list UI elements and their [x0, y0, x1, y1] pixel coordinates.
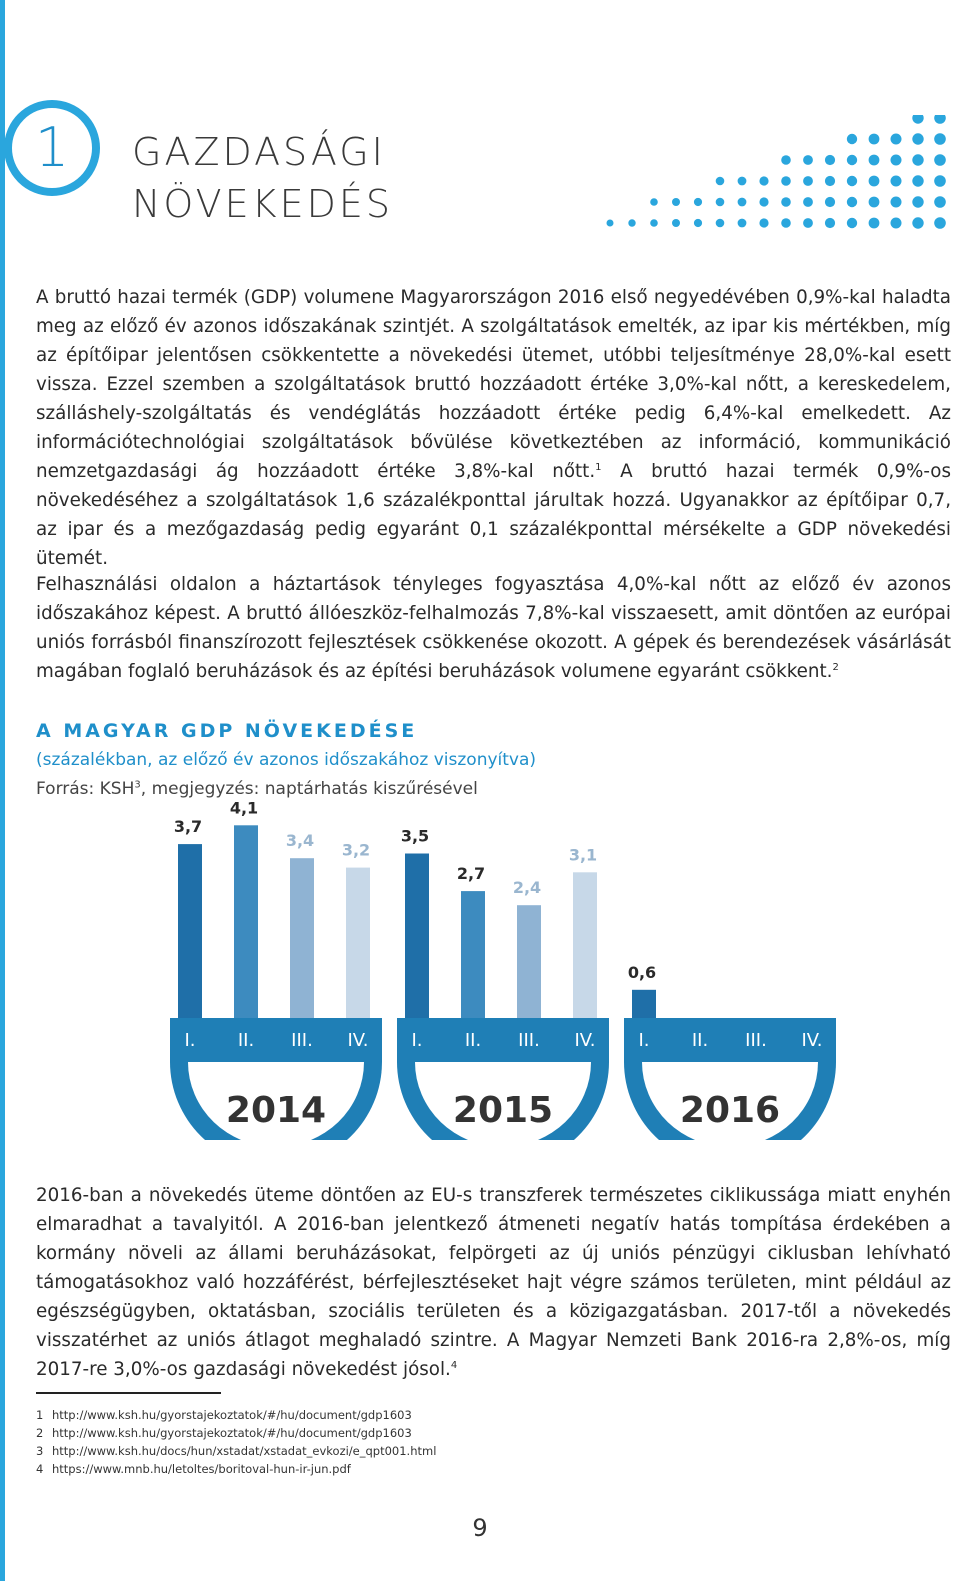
decor-dot: [759, 218, 768, 227]
data-label-2014-q2: 4,1: [229, 800, 259, 818]
quarter-label: I.: [411, 1030, 423, 1051]
decor-dot: [781, 197, 791, 207]
decor-dot: [912, 217, 923, 228]
decor-dot: [934, 133, 946, 145]
footnote-item: [36, 1424, 436, 1442]
decorative-dot-pattern: [600, 115, 960, 240]
quarter-label: IV.: [574, 1030, 596, 1051]
bar-2015-q2: [461, 891, 485, 1018]
bar-2015-q3: [517, 905, 541, 1018]
page-edge-accent-bar: [0, 0, 5, 1581]
quarter-label: III.: [291, 1030, 313, 1051]
decor-dot: [781, 155, 791, 165]
paragraph-text: 2016-ban a növekedés üteme döntően az EU-s transzferek természetes ciklikussága miatt enyhén elmaradhat a tavalyitól. A 2016-ban jelentkező átmeneti negatív hatás tompítása érdekében a kormány növeli az állami beruházásokat, felpörgeti az új uniós pénzügyi ciklusban lehívható támogatásokhoz való hozzáférést, bérfejlesztéseket hajt végre számos területen, mint például az egészségügyben, oktatásban, szociális területen és a közigazgatásban. 2017-től a növekedés visszatérhet az uniós átlagot meghaladó szintre. A Magyar Nemzeti Bank 2016-ra 2,8%-os, míg 2017-re 3,0%-os gazdasági növekedést jósol.: [36, 1185, 951, 1380]
decor-dot: [781, 176, 791, 186]
decor-dot: [738, 177, 747, 186]
footnote-item: [36, 1460, 436, 1478]
decor-dot: [716, 198, 725, 207]
decor-dot: [803, 197, 813, 207]
decor-dot: [934, 175, 946, 187]
quarter-label: II.: [237, 1030, 255, 1051]
decor-dot: [891, 197, 902, 208]
quarter-label: I.: [184, 1030, 196, 1051]
footnote-number: 4: [36, 1462, 44, 1476]
chapter-title-line-1: GAZDASÁGI: [132, 130, 386, 174]
decor-dot: [694, 198, 702, 206]
bar-2015-q1: [405, 854, 429, 1019]
data-label-2014-q1: 3,7: [173, 817, 203, 837]
decor-dot: [891, 218, 902, 229]
decor-dot: [650, 219, 658, 227]
decor-dot: [891, 155, 902, 166]
decor-dot: [650, 198, 658, 206]
footnote-number: 3: [36, 1444, 44, 1458]
decor-dot: [803, 218, 813, 228]
source-text: Forrás: KSH: [36, 779, 135, 799]
quarter-label: IV.: [347, 1030, 369, 1051]
decor-dot: [934, 154, 946, 166]
chapter-number-badge: [4, 100, 100, 196]
paragraph-text: A bruttó hazai termék 0,9%-os növekedéséhez a szolgáltatások 1,6 százalékponttal járultak hozzá. Ugyanakkor az építőipar 0,7, az ipar és a mezőgazdaság pedig egyaránt 0,1 százalékponttal mérsékelte a GDP növekedési ütemét.: [36, 461, 952, 569]
bar-2014-q4: [346, 868, 370, 1018]
paragraph-gdp-overview: [36, 283, 951, 573]
decor-dot: [891, 134, 902, 145]
paragraph-outlook: [36, 1181, 951, 1384]
footnotes-list: [36, 1406, 436, 1478]
decor-dot: [825, 176, 835, 186]
decor-dot: [847, 155, 857, 165]
decor-dot: [912, 115, 923, 124]
bar-2015-q4: [573, 872, 597, 1018]
decor-dot: [847, 134, 857, 144]
decor-dot: [869, 134, 880, 145]
footnote-item: [36, 1406, 436, 1424]
chart-subtitle: (százalékban, az előző év azonos időszakához viszonyítva): [36, 750, 537, 770]
chart-title: A MAGYAR GDP NÖVEKEDÉSE: [36, 720, 418, 742]
footnote-link[interactable]: https://www.mnb.hu/letoltes/boritoval-hun-ir-jun.pdf: [52, 1462, 351, 1476]
decor-dot: [934, 115, 946, 124]
chapter-number: 1: [34, 116, 70, 179]
data-label-2015-q4: 3,1: [568, 845, 598, 865]
data-label-2016-q1: 0,6: [627, 962, 657, 982]
chapter-title-line-2: NÖVEKEDÉS: [132, 182, 393, 226]
footnote-number: 1: [36, 1408, 44, 1422]
footnote-ref: 3: [134, 779, 141, 791]
decor-dot: [912, 196, 923, 207]
bar-2014-q2: [234, 825, 258, 1018]
quarter-label: II.: [691, 1030, 709, 1051]
decor-dot: [869, 155, 880, 166]
decor-dot: [825, 218, 835, 228]
footnote-link[interactable]: http://www.ksh.hu/gyorstajekoztatok/#/hu/document/gdp1603: [52, 1426, 412, 1440]
decor-dot: [716, 177, 725, 186]
decor-dot: [847, 197, 857, 207]
quarter-label: IV.: [801, 1030, 823, 1051]
footnote-link[interactable]: http://www.ksh.hu/docs/hun/xstadat/xstadat_evkozi/e_qpt001.html: [52, 1444, 437, 1458]
decor-dot: [912, 133, 923, 144]
bar-2016-q1: [632, 990, 656, 1018]
decor-dot: [869, 197, 880, 208]
decor-dot: [738, 219, 747, 228]
chart-source: [36, 779, 478, 799]
footnote-divider: [36, 1392, 221, 1394]
decor-dot: [825, 197, 835, 207]
decor-dot: [738, 198, 747, 207]
decor-dot: [934, 196, 946, 208]
decor-dot: [825, 155, 835, 165]
decor-dot: [891, 176, 902, 187]
data-label-2014-q4: 3,2: [341, 840, 371, 860]
decor-dot: [912, 154, 923, 165]
decor-dot: [672, 219, 680, 227]
paragraph-text: Felhasználási oldalon a háztartások tényleges fogyasztása 4,0%-kal nőtt az előző év azonos időszakához képest. A bruttó állóeszköz-felhalmozás 7,8%-kal visszaesett, amit döntően az európai uniós forrásból finanszírozott fejlesztések csökkenése okozott. A gépek és berendezések vásárlását magában foglaló beruházások és az építési beruházások volumene egyaránt csökkent.: [36, 574, 951, 682]
gdp-growth-bar-chart: [0, 800, 960, 1140]
decor-dot: [716, 219, 725, 228]
paragraph-consumption: [36, 570, 951, 686]
footnote-ref: 1: [595, 461, 602, 473]
decor-dot: [869, 218, 880, 229]
decor-dot: [803, 176, 813, 186]
decor-dot: [934, 217, 946, 229]
page-number: 9: [472, 1514, 488, 1542]
decor-dot: [847, 176, 857, 186]
decor-dot: [672, 198, 680, 206]
footnote-item: [36, 1442, 436, 1460]
bar-2014-q3: [290, 858, 314, 1018]
data-label-2015-q1: 3,5: [400, 826, 430, 846]
chapter-title: [132, 126, 393, 230]
decor-dot: [607, 220, 614, 227]
quarter-label: I.: [638, 1030, 650, 1051]
data-label-2015-q3: 2,4: [512, 878, 542, 898]
decor-dot: [781, 218, 791, 228]
quarter-label: III.: [518, 1030, 540, 1051]
footnote-ref: 2: [832, 661, 839, 673]
year-label-2015: 2015: [452, 1090, 554, 1131]
decor-dot: [759, 176, 768, 185]
year-label-2014: 2014: [225, 1090, 327, 1131]
decor-dot: [694, 219, 702, 227]
decor-dot: [912, 175, 923, 186]
quarter-label: III.: [745, 1030, 767, 1051]
footnote-ref: 4: [450, 1359, 458, 1371]
footnote-number: 2: [36, 1426, 44, 1440]
decor-dot: [869, 176, 880, 187]
decor-dot: [847, 218, 857, 228]
source-note: , megjegyzés: naptárhatás kiszűrésével: [140, 779, 478, 799]
decor-dot: [628, 219, 635, 226]
bar-2014-q1: [178, 844, 202, 1018]
data-label-2014-q3: 3,4: [285, 831, 315, 851]
paragraph-text: A bruttó hazai termék (GDP) volumene Magyarországon 2016 első negyedévében 0,9%-kal haladta meg az előző év azonos időszakának szintjét. A szolgáltatások emelték, az ipar kis mértékben, míg az építőipar jelentősen csökkentette a növekedési ütemet, utóbbi teljesítménye 28,0%-kal esett vissza. Ezzel szemben a szolgáltatások bruttó hozzáadott értéke 3,0%-kal nőtt, a kereskedelem, szálláshely-szolgáltatás és vendéglátás hozzáadott értéke pedig 6,4%-kal emelkedett. Az információtechnológiai szolgáltatások bővülése következtében az információ, kommunikáció nemzetgazdasági ág hozzáadott értéke 3,8%-kal nőtt.: [36, 287, 951, 482]
data-label-2015-q2: 2,7: [456, 864, 486, 884]
footnote-link[interactable]: http://www.ksh.hu/gyorstajekoztatok/#/hu/document/gdp1603: [52, 1408, 412, 1422]
quarter-label: II.: [464, 1030, 482, 1051]
year-label-2016: 2016: [679, 1090, 781, 1131]
decor-dot: [803, 155, 813, 165]
decor-dot: [759, 197, 768, 206]
